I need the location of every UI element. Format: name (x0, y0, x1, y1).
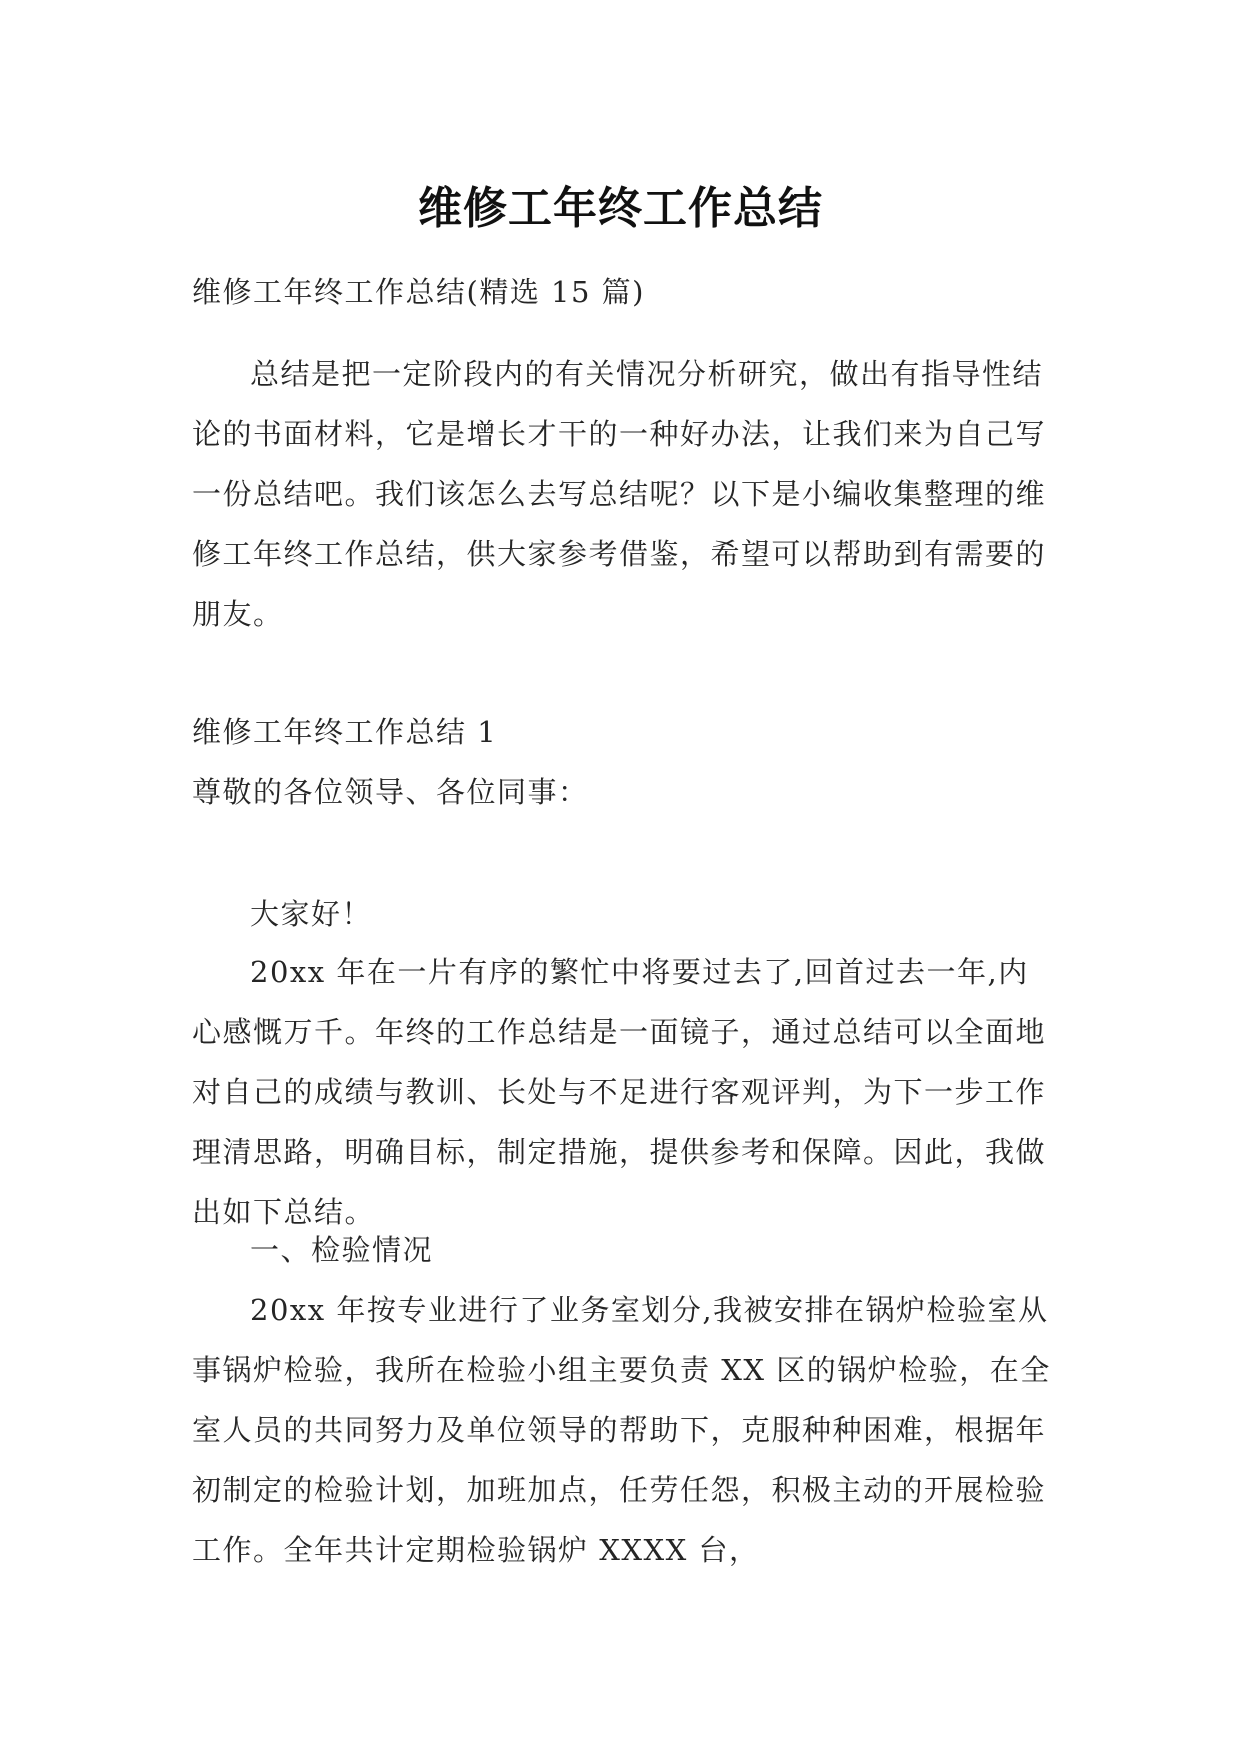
document-title: 维修工年终工作总结 (418, 183, 823, 235)
salutation: 尊敬的各位领导、各位同事： (192, 775, 589, 809)
intro-paragraph: 总结是把一定阶段内的有关情况分析研究，做出有指导性结论的书面材料，它是增长才干的一种好办法，让我们来为自己写一份总结吧。我们该怎么去写总结呢？以下是小编收集整理的维修工年终工作总结，供大家参考借鉴，希望可以帮助到有需要的朋友。 (192, 357, 1047, 631)
greeting: 大家好！ (250, 897, 373, 931)
section-heading: 维修工年终工作总结 1 (192, 715, 498, 749)
document-subtitle: 维修工年终工作总结(精选 15 篇) (192, 275, 645, 309)
item-heading: 一、检验情况 (250, 1233, 434, 1267)
body-paragraph: 20xx 年在一片有序的繁忙中将要过去了,回首过去一年,内心感慨万千。年终的工作总结是一面镜子，通过总结可以全面地对自己的成绩与教训、长处与不足进行客观评判，为下一步工作理清思路，明确目标，制定措施，提供参考和保障。因此，我做出如下总结。 (192, 955, 1047, 1229)
body-paragraph: 20xx 年按专业进行了业务室划分,我被安排在锅炉检验室从事锅炉检验，我所在检验小组主要负责 XX 区的锅炉检验，在全室人员的共同努力及单位领导的帮助下，克服种种困难，根据年初制定的检验计划，加班加点，任劳任怨，积极主动的开展检验工作。全年共计定期检验锅炉 XXXX 台， (192, 1293, 1051, 1567)
